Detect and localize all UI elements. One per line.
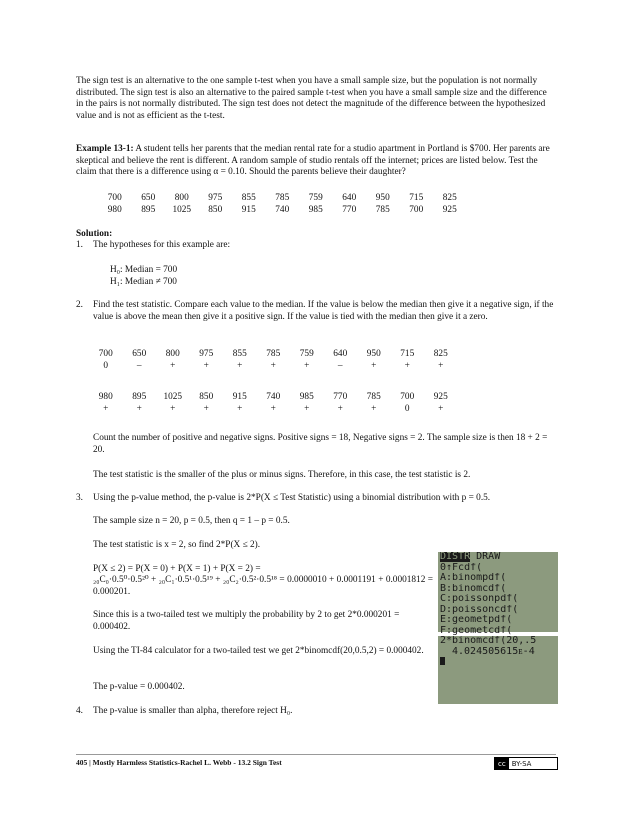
calculator-menu-item[interactable]: D:poissoncdf( (440, 604, 519, 615)
signs-row-1 (89, 360, 458, 372)
calculator-menu-item[interactable]: F:geometcdf( (440, 625, 513, 636)
calculator-menu-tabs (438, 552, 558, 563)
sign-cell: – (136, 361, 142, 371)
step-2-number: 2. (76, 300, 83, 310)
data-cell: 785 (275, 193, 290, 203)
calculator-tab-draw: DRAW (470, 552, 501, 562)
footer-divider (76, 754, 556, 755)
value-cell: 715 (400, 349, 415, 359)
data-cell: 700 (107, 193, 122, 203)
sign-cell: + (203, 361, 209, 371)
value-cell: 925 (433, 392, 448, 402)
sign-cell: 0 (103, 361, 109, 371)
sample-size-text: The sample size n = 20, p = 0.5, then q = 1 – p = 0.5. (93, 516, 290, 526)
sign-cell: 0 (404, 404, 410, 414)
calculator-menu-items (438, 563, 558, 637)
calculator-menu-item[interactable]: 0↑Fcdf( (440, 562, 483, 573)
value-cell: 855 (232, 349, 247, 359)
find-text: The test statistic is x = 2, so find 2*P(X ≤ 2). (93, 540, 261, 550)
sign-cell: + (237, 361, 243, 371)
calculator-menu-item[interactable]: B:binomcdf( (440, 583, 507, 594)
sign-cell: + (270, 404, 276, 414)
signs-row-2 (89, 403, 458, 415)
signs-values-row-2 (89, 391, 458, 403)
sign-cell: – (337, 361, 343, 371)
data-cell: 825 (442, 193, 457, 203)
data-cell: 800 (174, 193, 189, 203)
count-text: Count the number of positive and negative signs. Positive signs = 18, Negative signs = 2. The sample size is then 18 + 2 = 20. (93, 433, 548, 455)
sign-cell: + (170, 404, 176, 414)
calculator-menu-item[interactable]: C:poissonpdf( (440, 594, 519, 604)
sign-cell: + (270, 361, 276, 371)
calculator-tab-distr: DISTR (440, 552, 471, 562)
value-cell: 850 (199, 392, 214, 402)
value-cell: 700 (400, 392, 415, 402)
calc-line-1: P(X ≤ 2) = P(X = 0) + P(X = 1) + P(X = 2) = (93, 564, 261, 574)
data-row-1 (98, 192, 467, 204)
data-cell: 850 (208, 205, 223, 215)
value-cell: 975 (199, 349, 214, 359)
data-cell: 785 (375, 205, 390, 215)
step-1-text: The hypotheses for this example are: (93, 240, 231, 250)
calculator-cursor (438, 657, 558, 669)
cc-icon: cc (495, 758, 509, 769)
sign-cell: + (103, 404, 109, 414)
hypothesis-alt: H₁: Median ≠ 700 (110, 277, 177, 287)
step-4-text: The p-value is smaller than alpha, therefore reject H₀. (93, 706, 293, 716)
data-cell: 715 (409, 193, 424, 203)
calculator-input: 2*binomcdf(20,.5 (440, 636, 537, 646)
step-3-number: 3. (76, 493, 83, 503)
sign-cell: + (371, 361, 377, 371)
data-cell: 915 (241, 205, 256, 215)
sign-cell: + (304, 361, 310, 371)
calculator-menu-screen (438, 552, 558, 636)
value-cell: 985 (299, 392, 314, 402)
data-cell: 770 (342, 205, 357, 215)
data-cell: 985 (308, 205, 323, 215)
data-cell: 855 (241, 193, 256, 203)
data-cell: 950 (375, 193, 390, 203)
license-label: BY-SA (511, 759, 532, 768)
calculator-menu-item[interactable]: E:geometpdf( (440, 615, 513, 625)
sign-cell: + (337, 404, 343, 414)
calculator-output: 4.024505615ᴇ-4 (452, 646, 535, 657)
step-1-number: 1. (76, 240, 83, 250)
value-cell: 770 (333, 392, 348, 402)
signs-table-2 (89, 391, 458, 415)
data-cell: 700 (409, 205, 424, 215)
calculator-result-screen (438, 636, 558, 704)
step-4-number: 4. (76, 706, 83, 716)
signs-table-1 (89, 348, 458, 372)
value-cell: 980 (98, 392, 113, 402)
value-cell: 1025 (163, 392, 183, 402)
data-cell: 759 (308, 193, 323, 203)
step-3-text: Using the p-value method, the p-value is 2*P(X ≤ Test Statistic) using a binomial distribution with p = 0.5. (93, 493, 491, 503)
solution-label: Solution: (76, 229, 113, 239)
sign-cell: + (136, 404, 142, 414)
sign-cell: + (170, 361, 176, 371)
data-cell: 1025 (172, 205, 192, 215)
sign-cell: + (438, 404, 444, 414)
data-cell: 640 (342, 193, 357, 203)
calc-line-2: ₂₀C₀·0.5⁰·0.5²⁰ + ₂₀C₁·0.5¹·0.5¹⁹ + ₂₀C₂·0.5²·0.5¹⁸ = 0.0000010 + 0.0001191 + 0.0001812 = 0.000201. (93, 575, 433, 597)
sign-cell: + (404, 361, 410, 371)
value-cell: 785 (266, 349, 281, 359)
cursor-icon (440, 657, 445, 665)
value-cell: 640 (333, 349, 348, 359)
sign-cell: + (371, 404, 377, 414)
value-cell: 700 (98, 349, 113, 359)
example-text: A student tells her parents that the median rental rate for a studio apartment in Portland is $700. Her parents are skeptical and believe the rent is different. A random sample of studio rentals off the internet; prices are listed below. Test the claim that there is a difference using α = 0.10. Should the parents believe their daughter? (76, 144, 550, 178)
data-cell: 650 (141, 193, 156, 203)
data-cell: 925 (442, 205, 457, 215)
value-cell: 915 (232, 392, 247, 402)
sign-cell: + (203, 404, 209, 414)
data-cell: 895 (141, 205, 156, 215)
value-cell: 895 (132, 392, 147, 402)
value-cell: 785 (366, 392, 381, 402)
calculator-menu-item[interactable]: A:binompdf( (440, 573, 507, 583)
ti84-text: Using the TI-84 calculator for a two-tailed test we get 2*binomcdf(20,0.5,2) = 0.000402. (93, 646, 424, 656)
test-stat-text: The test statistic is the smaller of the plus or minus signs. Therefore, in this case, the test statistic is 2. (93, 470, 471, 480)
intro-paragraph: The sign test is an alternative to the one sample t-test when you have a small sample size, but the population is not normally distributed. The sign test is also an alternative to the paired sample t-test when you have a small sample size and the difference in the pairs is not normally distributed. The sign test does not detect the magnitude of the difference between the hypothesized value and is not as efficient as the t-test. (76, 76, 547, 121)
cc-license-badge[interactable] (494, 757, 558, 770)
value-cell: 759 (299, 349, 314, 359)
sign-cell: + (237, 404, 243, 414)
value-cell: 950 (366, 349, 381, 359)
data-cell: 975 (208, 193, 223, 203)
data-cell: 740 (275, 205, 290, 215)
value-cell: 800 (165, 349, 180, 359)
step-2-text: Find the test statistic. Compare each value to the median. If the value is below the median then give it a negative sign, if the value is above the mean then give it a positive sign. If the value is tied with the median then give it a zero. (93, 300, 554, 322)
value-cell: 825 (433, 349, 448, 359)
p-value-text: The p-value = 0.000402. (93, 682, 185, 692)
value-cell: 650 (132, 349, 147, 359)
data-row-2 (98, 204, 467, 216)
example-label: Example 13-1: (76, 144, 134, 154)
data-table (98, 192, 467, 216)
sign-cell: + (304, 404, 310, 414)
value-cell: 740 (266, 392, 281, 402)
two-tail-text: Since this is a two-tailed test we multiply the probability by 2 to get 2*0.000201 = 0.000402. (93, 610, 400, 632)
example-paragraph (76, 144, 556, 179)
page-footer: 405 | Mostly Harmless Statistics-Rachel L. Webb - 13.2 Sign Test (76, 758, 282, 767)
signs-values-row-1 (89, 348, 458, 360)
data-cell: 980 (107, 205, 122, 215)
sign-cell: + (438, 361, 444, 371)
hypothesis-null: H₀: Median = 700 (110, 265, 178, 275)
